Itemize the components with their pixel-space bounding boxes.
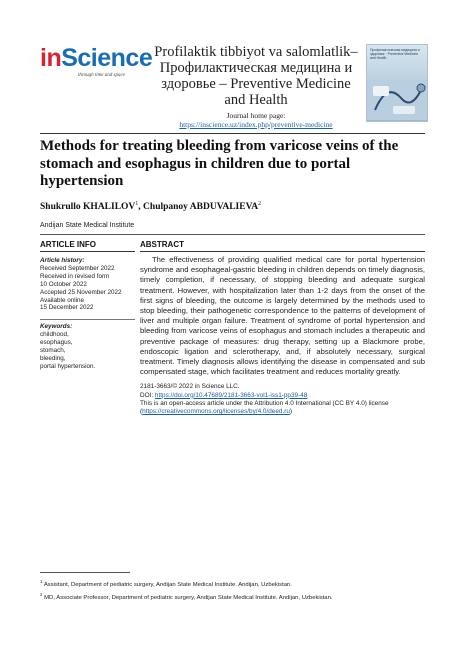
license-close: )	[289, 408, 293, 416]
keywords-title: Keywords:	[40, 323, 73, 331]
copyright-line: 2181-3663/© 2022 in Science LLC.	[140, 383, 240, 391]
journal-cover-image	[366, 44, 428, 122]
article-info-column	[40, 240, 135, 371]
history-line: Received in revised form	[40, 272, 110, 280]
history-title: Article history:	[40, 257, 85, 264]
footnotes	[40, 577, 425, 603]
abstract-column	[140, 240, 425, 417]
footnote-1-text: Assistant, Department of pediatric surgery, Andijan State Medical Institute. Andijan, Uzbekistan.	[42, 581, 292, 588]
keyword: bleeding,	[40, 354, 66, 362]
footnote-2-text: MD, Associate Professor, Department of pediatric surgery, Andijan State Medical Institute. Andijan, Uzbekistan.	[42, 594, 333, 601]
article-title: Methods for treating bleeding from varicose veins of the stomach and esophagus in children due to portal hypertension	[40, 138, 399, 189]
footnote-2-num: 2	[40, 591, 43, 597]
authors	[40, 199, 420, 213]
affiliation-rule	[40, 234, 425, 235]
homepage-link[interactable]: https://inscience.uz/index.php/preventive-medicine	[179, 120, 333, 129]
cover-title: Профилактическая медицина и здоровье · Preventive Medicine and Health	[370, 48, 420, 60]
keywords-box	[40, 319, 135, 370]
stethoscope-illustration	[367, 60, 427, 120]
logo-in: in	[40, 44, 62, 72]
author-sep: ,	[138, 202, 144, 213]
keyword: portal hypertension.	[40, 362, 96, 370]
keyword: childhood,	[40, 331, 69, 339]
journal-homepage	[150, 111, 362, 129]
author-2: Chulpanoy ABDUVALIEVA	[143, 202, 259, 213]
keyword: stomach,	[40, 347, 66, 355]
footnote-1	[40, 577, 425, 590]
author-1: Shukrullo KHALILOV	[40, 202, 136, 213]
history-line: Available online	[40, 296, 84, 304]
logo-science: Science	[61, 44, 153, 72]
doi-line	[140, 392, 425, 400]
history-line: 15 December 2022	[40, 304, 94, 312]
publisher-logo	[40, 44, 153, 96]
journal-title-ru-2: здоровье – Preventive Medicine	[161, 76, 351, 92]
doi-label: DOI:	[140, 391, 155, 399]
journal-title-en: and Health	[224, 92, 288, 108]
history-line: Received September 2022	[40, 264, 115, 272]
logo-tagline: through time and space	[78, 73, 125, 78]
affiliation: Andijan State Medical Institute	[40, 222, 135, 229]
history-line: 10 October 2022	[40, 280, 87, 288]
footnote-rule	[40, 572, 130, 573]
footnote-2	[40, 590, 425, 603]
rights-block	[140, 383, 425, 416]
journal-title-uz: Profilaktik tibbiyot va salomlatlik–	[154, 44, 358, 60]
author-2-sup: 2	[258, 201, 262, 207]
journal-title-ru-1: Профилактическая медицина и	[159, 60, 353, 76]
journal-title	[150, 44, 362, 108]
abstract-text: The effectiveness of providing qualified medical care for portal hypertension syndrome and esophageal-gastric bleeding in children depends on timely diagnosis, timely completion, if necessary, of stopping bleeding and adequate surgical treatment. However, with hospitalization later than 1-2 days from the onset of the first signs of bleeding, the outcome is largely determined by the methods used to stop bleeding, their pathogenetic correspondence to the patterns of development of liver and multiple organ failure. Treatment of syndrome of portal hypertension and bleeding from varicose veins of esophagus and stomach includes a therapeutic and preventive package of measures: drug therapy, setting up a Blackmore probe, endoscopic ligation and sclerotherapy, and, if absolutely necessary, surgical treatment. Timely diagnosis allows identifying the disease in compensated and sub compensated stage, which facilitates treatment and reduces mortality greatly.	[140, 255, 425, 377]
footnote-1-num: 1	[40, 579, 43, 584]
history-line: Accepted 25 November 2022	[40, 288, 122, 296]
header-rule	[40, 133, 425, 134]
license-line	[140, 400, 425, 417]
doi-link[interactable]: https://doi.org/10.47689/2181-3663-vol1-iss1-pp39-48	[154, 391, 308, 399]
article-info-heading: ARTICLE INFO	[40, 240, 135, 252]
author-1-sup: 1	[135, 201, 139, 207]
abstract-heading: ABSTRACT	[140, 240, 425, 252]
license-link[interactable]: https://creativecommons.org/licenses/by/4.0/deed.ru	[142, 408, 290, 416]
article-history	[40, 257, 135, 312]
homepage-label: Journal home page:	[226, 111, 286, 120]
keyword: esophagus,	[40, 339, 73, 347]
license-text: This is an open-access article under the Attribution 4.0 International (CC BY 4.0) license (	[140, 400, 389, 416]
